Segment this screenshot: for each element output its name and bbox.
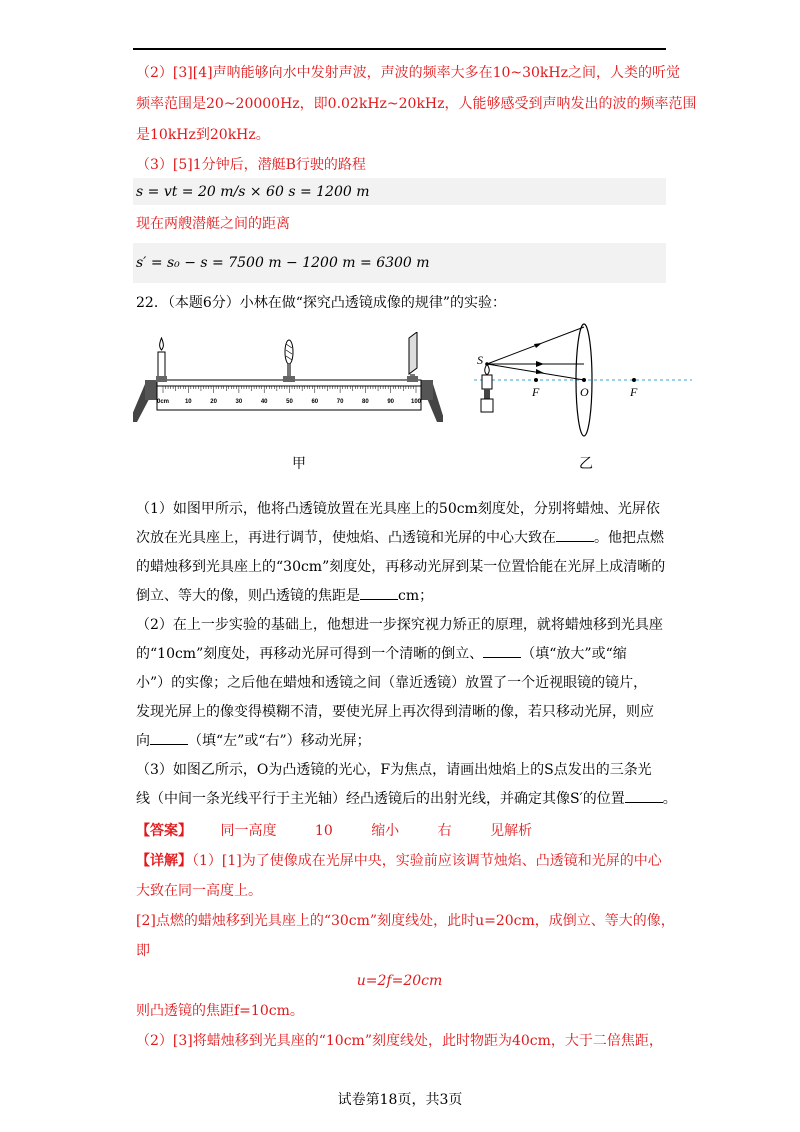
formula-distance: s = vt = 20 m/s × 60 s = 1200 m: [136, 184, 370, 200]
optical-center-dot: [582, 378, 586, 382]
q2-line-1: （2）在上一步实验的基础上，他想进一步探究视力矫正的原理，就将蜡烛移到光具座: [136, 617, 663, 633]
q2-line-5-tail: （填“左”或“右”）移动光屏；: [188, 733, 371, 749]
detail-line-2: 大致在同一高度上。: [136, 883, 262, 899]
ruler-tick-label: 0cm: [156, 399, 170, 405]
optical-bench-figure: [133, 332, 443, 432]
detail-line-4: 即: [136, 943, 150, 959]
q2-line-4: 发现光屏上的像变得模糊不清，要使光屏上再次得到清晰的像，若只移动光屏，则应: [136, 704, 654, 720]
blank-2[interactable]: [360, 587, 398, 600]
detail-line-1: [136, 852, 662, 870]
q1-line-4-tail: cm；: [398, 588, 434, 604]
focus-right-dot: [632, 378, 636, 382]
red-text-line-1: （2）[3][4]声呐能够向水中发射声波，声波的频率大多在10~30kHz之间，人类的听觉: [136, 65, 680, 81]
detail-label: 【详解】: [136, 853, 192, 869]
focus-left-dot: [534, 378, 538, 382]
arrow-parallel: [536, 361, 544, 367]
question-header: 22．（本题6分）小林在做“探究凸透镜成像的规律”的实验：: [136, 295, 507, 311]
q2-line-2-tail: （填“放大”或“缩: [521, 646, 627, 662]
blank-4[interactable]: [150, 732, 188, 745]
answer-3: 缩小: [371, 823, 400, 839]
ruler-tick-label: 50: [286, 399, 293, 405]
figure-jia-caption: 甲: [292, 456, 306, 472]
q3-line-2: [136, 790, 677, 808]
label-F-right: F: [630, 385, 638, 399]
ruler-tick-label: 30: [235, 399, 243, 405]
q1-line-4-text: 倒立、等大的像，则凸透镜的焦距是: [136, 588, 360, 604]
ruler-tick-label: 90: [387, 399, 395, 405]
page-footer: 试卷第18页，共3页: [337, 1092, 463, 1108]
light-screen: [407, 332, 418, 382]
q1-line-1: （1）如图甲所示，他将凸透镜放置在光具座上的50cm刻度处，分别将蜡烛、光屏依: [136, 501, 660, 517]
point-S: [485, 362, 489, 366]
red-text-line-5: 现在两艘潜艇之间的距离: [136, 216, 290, 232]
detail-line-3: [2]点燃的蜡烛移到光具座上的“30cm”刻度线处，此时u=20cm，成倒立、等大的像，: [136, 913, 675, 929]
red-text-line-3: 是10kHz到20kHz。: [136, 127, 270, 143]
bench-ruler: [157, 386, 421, 410]
ruler-tick-label: 10: [184, 399, 192, 405]
q1-line-2: [136, 529, 664, 547]
convex-lens: [283, 340, 295, 382]
ruler-tick-label: 80: [362, 399, 369, 405]
label-F-left: F: [532, 385, 540, 399]
top-rule: [133, 48, 666, 50]
answer-5: 见解析: [490, 823, 533, 839]
figure-yi-caption: 乙: [579, 456, 593, 472]
q1-line-3: 的蜡烛移到光具座上的“30cm”刻度处，再移动光屏到某一位置恰能在光屏上成清晰的: [136, 559, 666, 575]
arrow-top: [534, 343, 542, 348]
blank-5[interactable]: [625, 790, 663, 803]
detail-formula: u=2f=20cm: [356, 973, 443, 989]
detail-line-6: （2）[3]将蜡烛移到光具座的“10cm”刻度线处，此时物距为40cm，大于二倍焦距，: [136, 1033, 663, 1049]
q2-line-5: [136, 732, 371, 750]
label-S: S: [477, 353, 483, 367]
red-text-line-4: （3）[5]1分钟后，潜艇B行驶的路程: [136, 157, 366, 173]
formula-separation: s′ = s₀ − s = 7500 m − 1200 m = 6300 m: [136, 255, 430, 271]
ray-diagram-figure: [470, 322, 695, 442]
detail-line-5: 则凸透镜的焦距f=10cm。: [136, 1003, 304, 1019]
q2-line-2: [136, 645, 627, 663]
q3-line-1: （3）如图乙所示，O为凸透镜的光心，F为焦点，请画出烛焰上的S点发出的三条光: [136, 762, 652, 778]
label-O: O: [580, 385, 589, 399]
q2-line-2-text: 的“10cm”刻度处，再移动光屏可得到一个清晰的倒立、: [136, 646, 484, 662]
ruler-tick-label: 100: [410, 399, 422, 405]
ruler-tick-label: 60: [311, 399, 319, 405]
answer-row: [136, 822, 566, 840]
answer-1: 同一高度: [220, 823, 277, 839]
candle-small: [481, 364, 493, 412]
blank-1[interactable]: [556, 529, 594, 542]
candle: [156, 338, 167, 382]
ruler-tick-label: 70: [336, 399, 344, 405]
ruler-tick-label: 40: [260, 399, 268, 405]
blank-3[interactable]: [483, 645, 521, 658]
ray-center: [487, 364, 584, 380]
q2-line-3: 小”）的实像；之后他在蜡烛和透镜之间（靠近透镜）放置了一个近视眼镜的镜片，: [136, 675, 648, 691]
q2-line-5-text: 向: [136, 733, 150, 749]
q1-line-2-tail: 。他把点燃: [594, 530, 664, 546]
q3-line-2-tail: 。: [662, 791, 677, 807]
q1-line-2-text: 次放在光具座上，再进行调节，使烛焰、凸透镜和光屏的中心大致在: [136, 530, 556, 546]
answer-2: 10: [314, 823, 333, 839]
answer-4: 右: [437, 823, 452, 839]
q1-line-4: [136, 587, 433, 605]
detail-line-1-text: （1）[1]为了使像成在光屏中央，实验前应该调节烛焰、凸透镜和光屏的中心: [192, 853, 662, 869]
q3-line-2-text: 线（中间一条光线平行于主光轴）经凸透镜后的出射光线，并确定其像S′的位置: [136, 791, 625, 807]
red-text-line-2: 频率范围是20~20000Hz，即0.02kHz~20kHz，人能够感受到声呐发出的波的频率范围: [136, 96, 697, 112]
ruler-tick-label: 20: [210, 399, 217, 405]
answer-label: 【答案】: [136, 823, 192, 839]
